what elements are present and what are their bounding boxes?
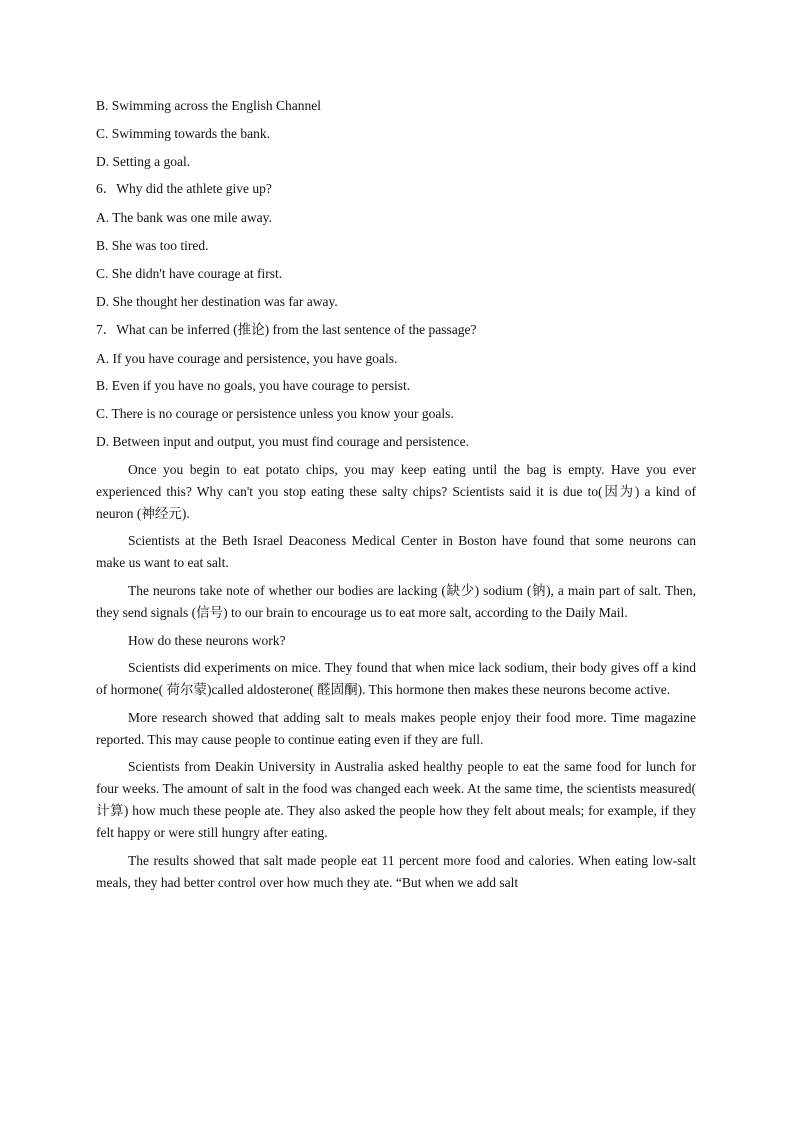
option-q5-c: C. Swimming towards the bank. [96,125,270,141]
option-q7-a: A. If you have courage and persistence, you have goals. [96,350,398,366]
passage-paragraph-2: Scientists at the Beth Israel Deaconess Medical Center in Boston have found that some neurons can make us want to eat salt. [96,533,696,571]
option-q6-b: B. She was too tired. [96,238,209,254]
option-q5-b: B. Swimming across the English Channel [96,98,321,113]
question-7: 7．What can be inferred (推论) from the last sentence of the passage? [96,321,477,337]
question-6: 6．Why did the athlete give up? [96,181,272,197]
passage-paragraph-3: The neurons take note of whether our bodies are lacking (缺少) sodium (钠), a main part of salt. Then, they send signals (信号) to our brain to encourage us to eat more salt, according to the Daily Mail. [96,582,696,620]
option-q7-d: D. Between input and output, you must find courage and persistence. [96,433,470,449]
option-q6-c: C. She didn't have courage at first. [96,265,283,281]
option-q7-c: C. There is no courage or persistence unless you know your goals. [96,406,454,422]
passage-paragraph-6: More research showed that adding salt to meals makes people enjoy their food more. Time magazine reported. This may cause people to continue eating even if they are full. [96,709,696,747]
option-q7-b: B. Even if you have no goals, you have courage to persist. [96,378,411,394]
option-q5-d: D. Setting a goal. [96,153,191,169]
passage-paragraph-4: How do these neurons work? [128,632,286,648]
passage-paragraph-7: Scientists from Deakin University in Australia asked healthy people to eat the same food for lunch for four weeks. The amount of salt in the food was changed each week. At the same time, the scientists measured( 计算) how much these people ate. They also asked the people how they felt about meals; for example, if they felt happy or were still hungry after eating. [96,759,696,841]
option-q6-a: A. The bank was one mile away. [96,210,272,226]
option-q6-d: D. She thought her destination was far away. [96,293,338,309]
passage-paragraph-8: The results showed that salt made people eat 11 percent more food and calories. When eating low-salt meals, they had better control over how much they ate. “But when we add salt [96,852,696,890]
passage-paragraph-5: Scientists did experiments on mice. They found that when mice lack sodium, their body gives off a kind of hormone( 荷尔蒙)called aldosterone( 醛固酮). This hormone then makes these neurons become active. [96,660,696,698]
document-content [96,95,696,900]
passage-paragraph-1: Once you begin to eat potato chips, you may keep eating until the bag is empty. Have you ever experienced this? Why can't you stop eating these salty chips? Scientists said it is due to(因为) a kind of neuron (神经元). [96,461,696,521]
